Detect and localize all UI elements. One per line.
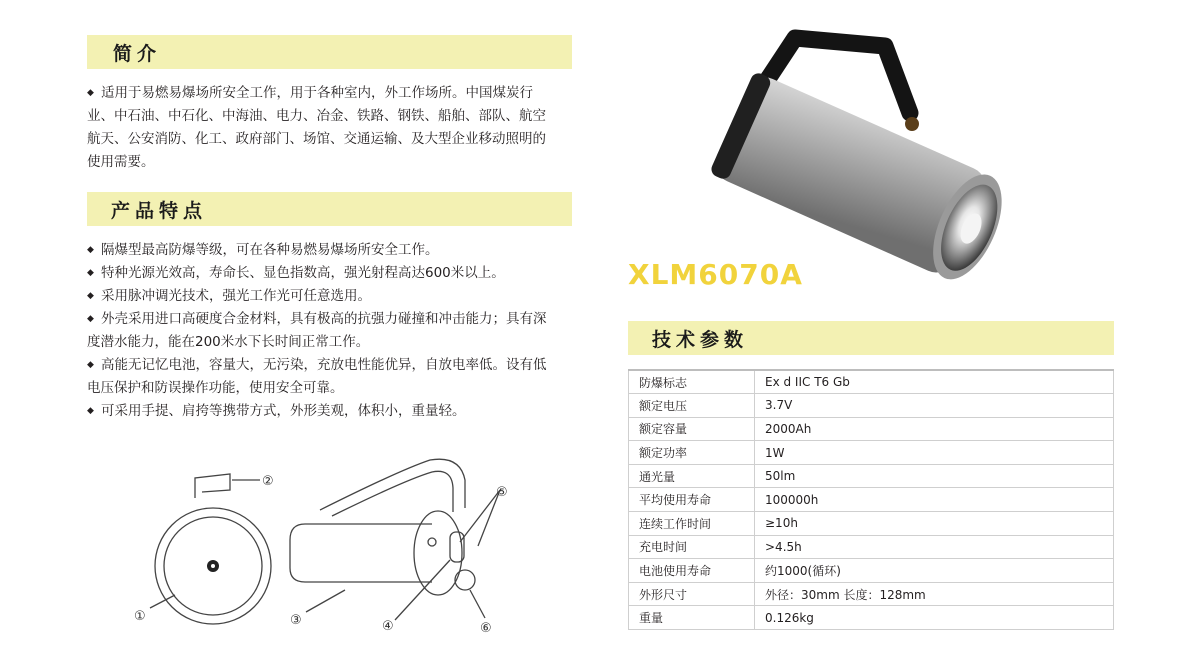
table-row xyxy=(629,488,1114,512)
model-name: XLM6070A xyxy=(628,258,803,291)
specs-title: 技术参数 xyxy=(652,328,749,351)
intro-line: 使用需要。 xyxy=(87,154,155,170)
intro-title: 简介 xyxy=(113,42,162,65)
intro-line: 业、中石油、中石化、中海油、电力、冶金、铁路、钢铁、船舶、部队、航空 xyxy=(87,108,546,124)
diamond-bullet-icon: ◆ xyxy=(87,406,94,416)
table-row xyxy=(629,606,1114,630)
spec-value: 约1000(循环) xyxy=(755,559,1114,583)
spec-value: >4.5h xyxy=(755,535,1114,559)
feature-item: ◆ 可采用手提、肩挎等携带方式，外形美观，体积小，重量轻。 xyxy=(87,400,575,423)
diamond-bullet-icon: ◆ xyxy=(87,360,94,370)
diagram-label-5: ⑤ xyxy=(496,485,508,500)
spec-value: 2000Ah xyxy=(755,417,1114,441)
table-row xyxy=(629,559,1114,583)
side-view-body xyxy=(290,524,432,582)
spec-key: 额定电压 xyxy=(629,394,755,418)
spec-key: 重量 xyxy=(629,606,755,630)
diagram-label-2: ② xyxy=(262,474,274,489)
spec-key: 额定功率 xyxy=(629,441,755,465)
spec-value: ≥10h xyxy=(755,512,1114,536)
spec-key: 连续工作时间 xyxy=(629,512,755,536)
spec-value: Ex d IIC T6 Gb xyxy=(755,370,1114,394)
feature-item: ◆ 特种光源光效高，寿命长、显色指数高，强光射程高达600米以上。 xyxy=(87,262,575,285)
spec-key: 防爆标志 xyxy=(629,370,755,394)
flashlight-photo xyxy=(700,28,1030,293)
features-list xyxy=(87,239,575,423)
intro-section-header xyxy=(87,35,572,69)
spec-value: 50lm xyxy=(755,464,1114,488)
intro-line: 航天、公安消防、化工、政府部门、场馆、交通运输、及大型企业移动照明的 xyxy=(87,131,546,147)
specs-section-header xyxy=(628,321,1114,355)
diamond-bullet-icon: ◆ xyxy=(87,245,94,255)
diamond-bullet-icon: ◆ xyxy=(87,268,94,278)
feature-item: ◆ 隔爆型最高防爆等级，可在各种易燃易爆场所安全工作。 xyxy=(87,239,575,262)
intro-line: ◆ 适用于易燃易爆场所安全工作，用于各种室内，外工作场所。中国煤炭行 xyxy=(87,82,575,105)
front-view-handle xyxy=(195,474,230,498)
feature-item-continued: 电压保护和防误操作功能，使用安全可靠。 xyxy=(87,380,344,396)
table-row xyxy=(629,535,1114,559)
diagram-label-4: ④ xyxy=(382,619,394,634)
diamond-bullet-icon: ◆ xyxy=(87,88,94,98)
diagram-label-1: ① xyxy=(134,609,146,624)
table-row xyxy=(629,417,1114,441)
spec-key: 平均使用寿命 xyxy=(629,488,755,512)
features-section-header xyxy=(87,192,572,226)
spec-key: 外形尺寸 xyxy=(629,582,755,606)
flashlight-diagram xyxy=(120,450,540,650)
diamond-bullet-icon: ◆ xyxy=(87,291,94,301)
spec-value: 100000h xyxy=(755,488,1114,512)
intro-paragraph xyxy=(87,82,575,174)
spec-key: 额定容量 xyxy=(629,417,755,441)
table-row xyxy=(629,441,1114,465)
table-row xyxy=(629,370,1114,394)
table-row xyxy=(629,512,1114,536)
spec-value: 0.126kg xyxy=(755,606,1114,630)
table-row xyxy=(629,464,1114,488)
spec-table xyxy=(628,369,1114,630)
diamond-bullet-icon: ◆ xyxy=(87,314,94,324)
diagram-label-6: ⑥ xyxy=(480,621,492,636)
spec-key: 充电时间 xyxy=(629,535,755,559)
spec-value: 3.7V xyxy=(755,394,1114,418)
table-row xyxy=(629,394,1114,418)
features-title: 产品特点 xyxy=(111,199,208,222)
feature-item: ◆ 高能无记忆电池，容量大，无污染，充放电性能优异，自放电率低。设有低 xyxy=(87,354,575,377)
feature-item: ◆ 采用脉冲调光技术，强光工作光可任意选用。 xyxy=(87,285,575,308)
spec-key: 通光量 xyxy=(629,464,755,488)
spec-key: 电池使用寿命 xyxy=(629,559,755,583)
diagram-label-3: ③ xyxy=(290,613,302,628)
spec-value: 1W xyxy=(755,441,1114,465)
side-view-handle xyxy=(320,459,465,510)
feature-item-continued: 度潜水能力，能在200米水下长时间正常工作。 xyxy=(87,334,370,350)
spec-value: 外径：30mm 长度：128mm xyxy=(755,582,1114,606)
table-row xyxy=(629,582,1114,606)
feature-item: ◆ 外壳采用进口高硬度合金材料，具有极高的抗强力碰撞和冲击能力；具有深 xyxy=(87,308,575,331)
